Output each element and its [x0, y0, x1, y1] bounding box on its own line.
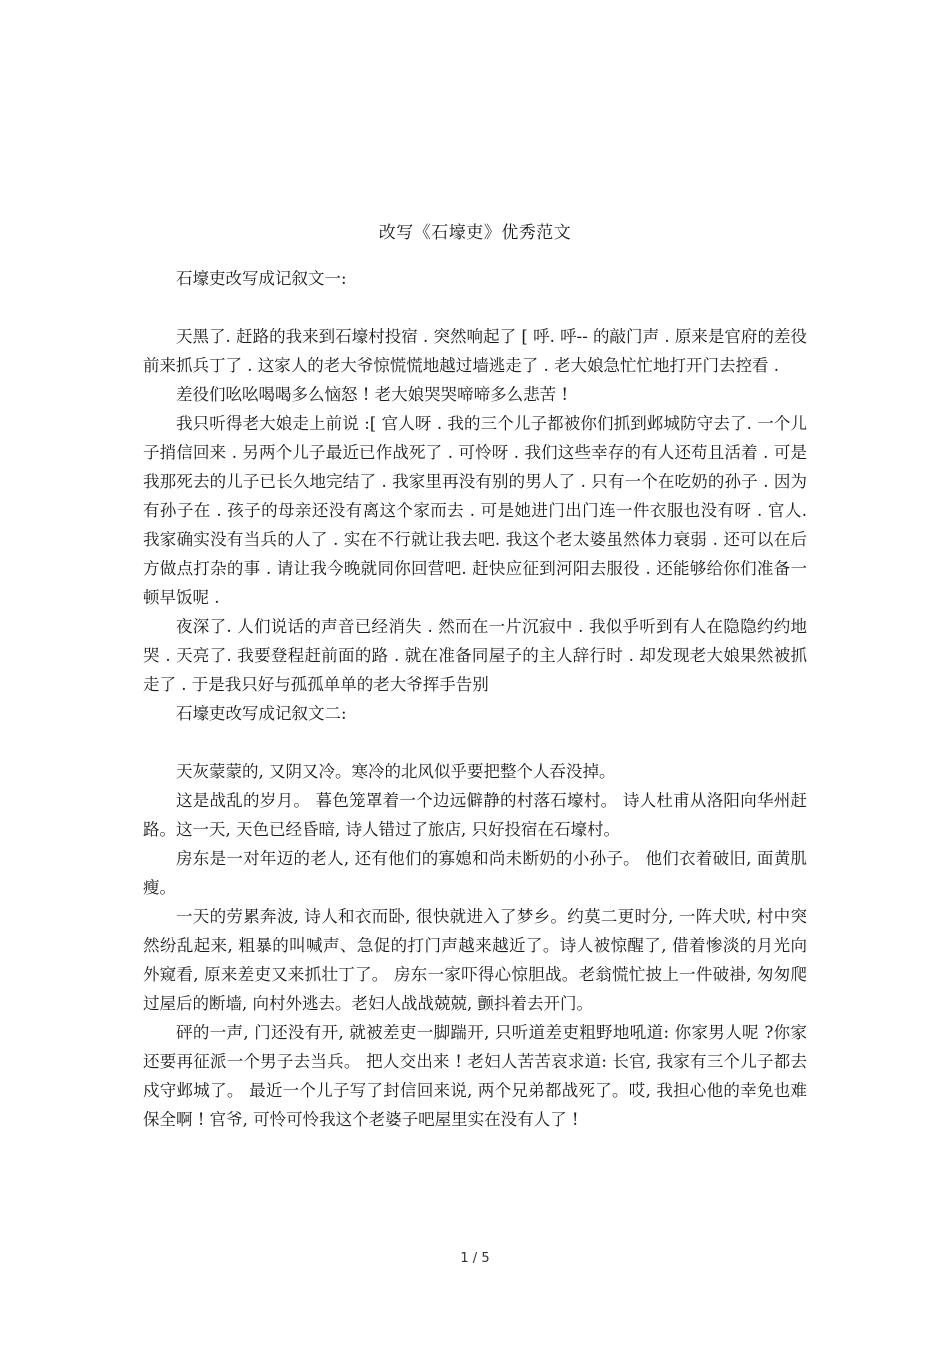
document-body: [143, 264, 807, 1134]
paragraph: 房东是一对年迈的老人, 还有他们的寡媳和尚未断奶的小孙子。 他们衣着破旧, 面黄肌瘦。: [143, 849, 807, 897]
paragraph: 差役们吆吆喝喝多么恼怒 ! 老大娘哭哭啼啼多么悲苦 !: [176, 385, 568, 404]
page-number: 1 / 5: [460, 1251, 490, 1266]
paragraph: 砰的一声, 门还没有开, 就被差吏一脚踹开, 只听道差吏粗野地吼道: 你家男人呢 ?你家还要再征派一个男子去当兵。 把人交出来 ! 老妇人苦苦哀求道: 长官, 我家有三个儿子都去戍守邺城了。 最近一个儿子写了封信回来说, 两个兄弟都战死了。哎, 我担心他的幸免也难保全啊 ! 官爷, 可怜可怜我这个老婆子吧屋里实在没有人了 !: [143, 1023, 807, 1129]
paragraph: 我只听得老大娘走上前说 :[ 官人呀 . 我的三个儿子都被你们抓到邺城防守去了. 一个儿子捎信回来 . 另两个儿子最近已作战死了 . 可怜呀 . 我们这些幸存的有人还苟且活着 . 可是我那死去的儿子已长久地完结了 . 我家里再没有别的男人了 . 只有一个在吃奶的孙子 . 因为有孙子在 . 孩子的母亲还没有离这个家而去 . 可是她进门出门连一件衣服也没有呀 . 官人. 我家确实没有当兵的人了 . 实在不行就让我去吧. 我这个老太婆虽然体力衰弱 . 还可以在后方做点打杂的事 . 请让我今晚就同你回营吧. 赶快应征到河阳去服役 . 还能够给你们准备一顿早饭呢 .: [143, 414, 807, 607]
paragraph: 一天的劳累奔波, 诗人和衣而卧, 很快就进入了梦乡。约莫二更时分, 一阵犬吠, 村中突然纷乱起来, 粗暴的叫喊声、急促的打门声越来越近了。诗人被惊醒了, 借着惨淡的月光向外窥看, 原来差吏又来抓壮丁了。 房东一家吓得心惊胆战。老翁慌忙披上一件破褂, 匆匆爬过屋后的断墙, 向村外逃去。老妇人战战兢兢, 颤抖着去开门。: [143, 907, 807, 1013]
section-heading-2: 石壕吏改写成记叙文二:: [176, 704, 347, 723]
paragraph: 这是战乱的岁月。 暮色笼罩着一个边远僻静的村落石壕村。 诗人杜甫从洛阳向华州赶路。这一天, 天色已经昏暗, 诗人错过了旅店, 只好投宿在石壕村。: [143, 791, 807, 839]
section-heading-1: 石壕吏改写成记叙文一:: [176, 269, 347, 288]
paragraph: 天灰蒙蒙的, 又阴又冷。寒冷的北风似乎要把整个人吞没掉。: [176, 762, 616, 781]
paragraph: 天黑了. 赶路的我来到石壕村投宿 . 突然响起了 [ 呼. 呼-- 的敲门声 . 原来是官府的差役前来抓兵丁了 . 这家人的老大爷惊慌慌地越过墙逃走了 . 老大娘急忙忙地打开门去控看 .: [143, 327, 807, 375]
paragraph: 夜深了. 人们说话的声音已经消失 . 然而在一片沉寂中 . 我似乎听到有人在隐隐约约地哭 . 天亮了. 我要登程赶前面的路 . 就在准备同屋子的主人辞行时 . 却发现老大娘果然被抓走了 . 于是我只好与孤孤单单的老大爷挥手告别: [143, 617, 807, 694]
document-title: 改写《石壕吏》优秀范文: [378, 223, 572, 243]
